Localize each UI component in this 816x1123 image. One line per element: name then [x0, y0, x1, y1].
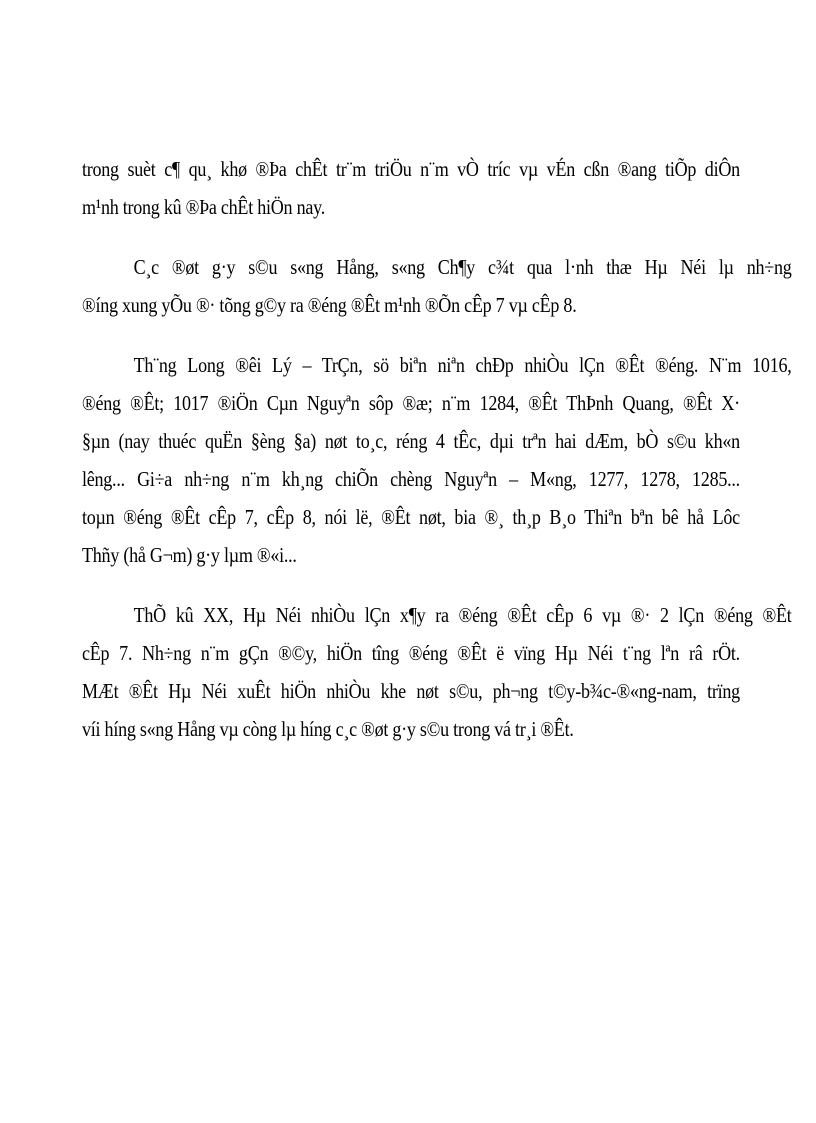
- text-line: toµn ®éng ®Êt cÊp 7, cÊp 8, nói lë, ®Êt nøt, bia ®¸ th¸p B¸o Thiªn bªn bê hå Lôc: [82, 505, 740, 529]
- text-line: ThÕ kû XX, Hµ Néi nhiÒu lÇn x¶y ra ®éng ®Êt cÊp 6 vµ ®· 2 lÇn ®éng ®Êt: [133, 603, 792, 627]
- paragraph-2: [82, 248, 792, 324]
- paragraph-1: [82, 150, 740, 226]
- text-line: §µn (nay thuéc quËn §èng §a) nøt to¸c, réng 4 tÊc, dµi trªn hai dÆm, bÒ s©u kh«n: [82, 429, 740, 453]
- text-line: Thñy (hå G¬m) g·y lµm ®«i...: [82, 543, 297, 567]
- text-line: víi híng s«ng Hång vµ còng lµ híng c¸c ®øt g·y s©u trong vá tr¸i ®Êt.: [82, 717, 574, 741]
- document-body: [82, 150, 792, 770]
- text-line: ®íng xung yÕu ®· tõng g©y ra ®éng ®Êt m¹nh ®Õn cÊp 7 vµ cÊp 8.: [82, 293, 577, 317]
- text-line: lêng... Gi÷a nh÷ng n¨m kh¸ng chiÕn chèng Nguyªn – M«ng, 1277, 1278, 1285...: [82, 467, 740, 491]
- paragraph-3: [82, 346, 792, 574]
- text-line: MÆt ®Êt Hµ Néi xuÊt hiÖn nhiÒu khe nøt s©u, ph¬ng t©y-b¾c-®«ng-nam, trïng: [82, 679, 740, 703]
- text-line: cÊp 7. Nh÷ng n¨m gÇn ®©y, hiÖn tîng ®éng ®Êt ë vïng Hµ Néi t¨ng lªn râ rÖt.: [82, 641, 740, 665]
- text-line: m¹nh trong kû ®Þa chÊt hiÖn nay.: [82, 195, 325, 219]
- text-line: ®éng ®Êt; 1017 ®iÖn Cµn Nguyªn sôp ®æ; n¨m 1284, ®Êt ThÞnh Quang, ®Êt X·: [82, 391, 740, 415]
- text-line: Th¨ng Long ®êi Lý – TrÇn, sö biªn niªn chÐp nhiÒu lÇn ®Êt ®éng. N¨m 1016,: [133, 353, 792, 377]
- text-line: trong suèt c¶ qu¸ khø ®Þa chÊt tr¨m triÖu n¨m vÒ tríc vµ vÉn cßn ®ang tiÕp diÔn: [82, 157, 740, 181]
- text-line: C¸c ®øt g·y s©u s«ng Hång, s«ng Ch¶y c¾t qua l·nh thæ Hµ Néi lµ nh÷ng: [133, 255, 792, 279]
- paragraph-4: [82, 596, 792, 748]
